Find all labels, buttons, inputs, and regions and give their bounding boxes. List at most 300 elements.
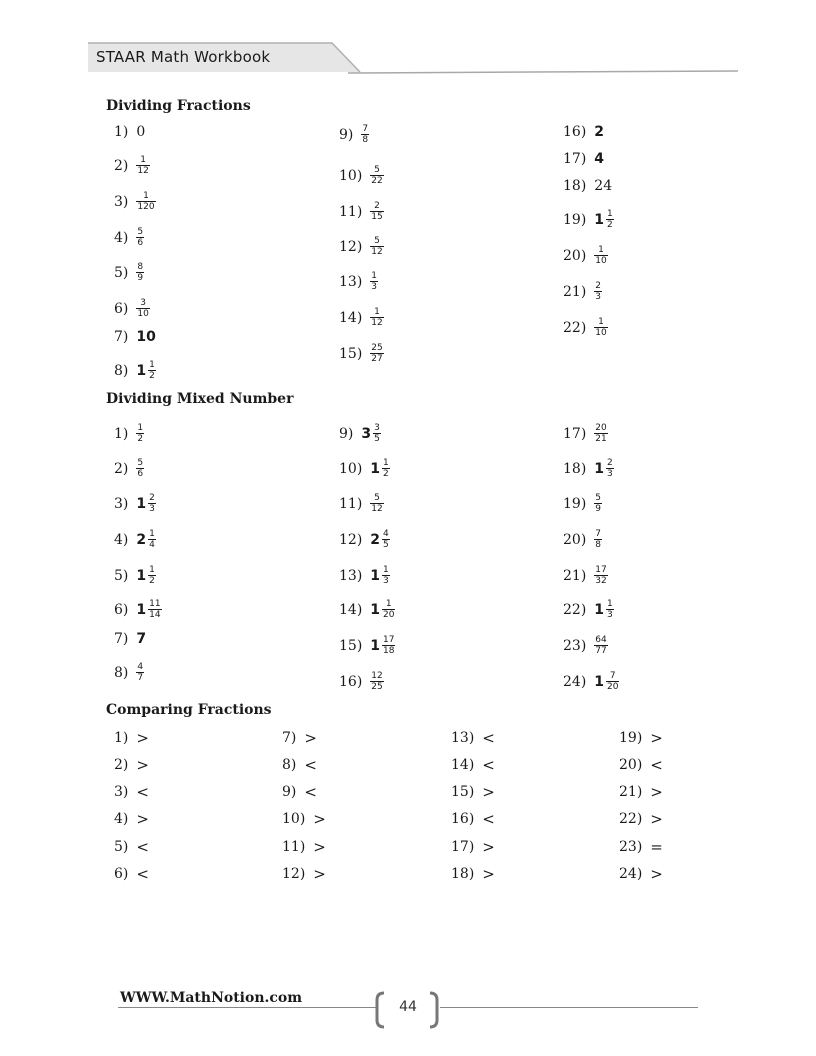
answer-item (114, 124, 145, 140)
whole-number: 10 (136, 329, 156, 345)
whole-number: 1 (136, 567, 147, 584)
answer-item (339, 423, 381, 444)
fraction (606, 599, 614, 620)
item-number: 5) (114, 567, 129, 584)
item-number: 1) (114, 425, 129, 442)
item-number: 19) (563, 211, 587, 228)
numerator: 64 (595, 635, 607, 645)
fraction (382, 529, 390, 550)
answer-item (114, 729, 149, 747)
comparison-symbol: < (482, 729, 495, 747)
numerator: 3 (374, 423, 380, 433)
answer-item (563, 178, 612, 194)
item-number: 6) (114, 866, 129, 882)
answer-item (451, 810, 495, 828)
item-number: 7) (282, 730, 297, 746)
item-number: 19) (619, 730, 643, 746)
denominator: 2 (149, 371, 155, 381)
comparison-symbol: > (136, 729, 149, 747)
denominator: 12 (371, 247, 383, 257)
comparison-symbol: > (482, 838, 495, 856)
answer-item (563, 529, 602, 550)
answer-item (451, 756, 495, 774)
denominator: 3 (371, 282, 378, 292)
answer-item (563, 565, 608, 586)
item-number: 17) (451, 839, 475, 855)
answer-item (619, 865, 663, 883)
numerator: 17 (383, 635, 395, 645)
item-number: 2) (114, 460, 129, 477)
item-number: 11) (282, 839, 306, 855)
item-number: 4) (114, 811, 129, 827)
fraction (370, 307, 383, 328)
fraction (361, 124, 369, 145)
fraction (136, 423, 144, 444)
fraction (606, 671, 619, 692)
comparison-symbol: > (482, 783, 495, 801)
footer-rule-left (118, 1007, 376, 1008)
comparison-symbol: > (650, 783, 663, 801)
item-number: 24) (563, 673, 587, 690)
section-title-dividing-mixed-number: Dividing Mixed Number (106, 391, 294, 407)
numerator: 2 (374, 201, 380, 211)
denominator: 14 (149, 610, 161, 620)
item-number: 18) (563, 178, 587, 194)
whole-number: 1 (370, 567, 381, 584)
numerator: 3 (140, 298, 146, 308)
denominator: 9 (137, 273, 144, 283)
answer-item (563, 423, 608, 444)
denominator: 9 (595, 504, 602, 514)
denominator: 10 (595, 328, 607, 338)
numerator: 7 (595, 529, 602, 539)
footer-rule-right (440, 1007, 698, 1008)
numerator: 1 (598, 317, 604, 327)
numerator: 2 (607, 458, 613, 468)
fraction (594, 565, 607, 586)
fraction (370, 271, 378, 292)
item-number: 10) (339, 167, 363, 184)
numerator: 17 (595, 565, 607, 575)
whole-number: 1 (594, 601, 605, 618)
item-number: 19) (563, 495, 587, 512)
item-number: 22) (619, 811, 643, 827)
comparison-symbol: < (136, 838, 149, 856)
item-number: 17) (563, 425, 587, 442)
numerator: 1 (385, 599, 392, 609)
answer-value: 0 (136, 124, 146, 140)
denominator: 2 (383, 469, 389, 479)
item-number: 9) (339, 126, 354, 143)
item-number: 24) (619, 866, 643, 882)
fraction (148, 493, 156, 514)
fraction (594, 317, 607, 338)
denominator: 3 (383, 576, 389, 586)
denominator: 3 (149, 504, 155, 514)
answer-item (451, 729, 495, 747)
denominator: 3 (607, 610, 613, 620)
answer-item (563, 317, 608, 338)
comparison-symbol: < (136, 865, 149, 883)
denominator: 12 (371, 504, 383, 514)
whole-number: 1 (136, 601, 147, 618)
item-number: 4) (114, 229, 129, 246)
numerator: 1 (607, 599, 613, 609)
answer-item (114, 756, 149, 774)
item-number: 12) (282, 866, 306, 882)
answer-item (563, 151, 606, 167)
fraction (136, 458, 144, 479)
denominator: 10 (137, 309, 149, 319)
whole-number: 2 (136, 531, 147, 548)
item-number: 3) (114, 495, 129, 512)
comparison-symbol: > (313, 810, 326, 828)
numerator: 5 (595, 493, 602, 503)
answer-value: 24 (594, 178, 613, 194)
numerator: 1 (140, 155, 146, 165)
answer-item (114, 458, 144, 479)
comparison-symbol: > (304, 729, 317, 747)
denominator: 18 (383, 646, 395, 656)
answer-item (563, 599, 614, 620)
fraction (370, 201, 383, 222)
denominator: 10 (595, 256, 607, 266)
item-number: 21) (563, 567, 587, 584)
item-number: 11) (339, 495, 363, 512)
item-number: 15) (339, 345, 363, 362)
whole-number: 1 (594, 673, 605, 690)
item-number: 18) (563, 460, 587, 477)
answer-item (282, 756, 317, 774)
numerator: 1 (374, 307, 380, 317)
denominator: 8 (595, 540, 602, 550)
answer-item (339, 236, 384, 257)
whole-number: 4 (594, 151, 605, 167)
fraction (148, 529, 156, 550)
footer-url: WWW.MathNotion.com (120, 990, 303, 1006)
item-number: 22) (563, 319, 587, 336)
answer-item (114, 662, 144, 683)
answer-item (619, 810, 663, 828)
comparison-symbol: < (304, 783, 317, 801)
answer-item (339, 458, 390, 479)
item-number: 9) (339, 425, 354, 442)
fraction (136, 298, 149, 319)
answer-item (339, 165, 384, 186)
answer-item (114, 423, 144, 444)
whole-number: 1 (136, 495, 147, 512)
item-number: 1) (114, 730, 129, 746)
whole-number: 1 (136, 362, 147, 379)
answer-item (339, 529, 390, 550)
answer-item (563, 671, 619, 692)
numerator: 2 (149, 493, 155, 503)
fraction (594, 423, 607, 444)
numerator: 1 (137, 423, 144, 433)
answer-item (339, 565, 390, 586)
denominator: 2 (607, 220, 613, 230)
fraction (148, 360, 156, 381)
fraction (148, 565, 156, 586)
answer-item (114, 599, 162, 620)
denominator: 3 (595, 292, 602, 302)
numerator: 5 (137, 458, 144, 468)
item-number: 7) (114, 631, 129, 647)
item-number: 8) (114, 664, 129, 681)
whole-number: 1 (370, 637, 381, 654)
item-number: 21) (563, 283, 587, 300)
answer-item (619, 783, 663, 801)
comparison-symbol: < (304, 756, 317, 774)
item-number: 6) (114, 601, 129, 618)
answer-item (339, 599, 395, 620)
item-number: 14) (339, 309, 363, 326)
item-number: 10) (282, 811, 306, 827)
fraction (606, 209, 614, 230)
comparison-symbol: > (482, 865, 495, 883)
item-number: 11) (339, 203, 363, 220)
whole-number: 2 (594, 124, 605, 140)
item-number: 6) (114, 300, 129, 317)
item-number: 21) (619, 784, 643, 800)
fraction (382, 599, 395, 620)
answer-item (563, 493, 602, 514)
denominator: 6 (137, 469, 144, 479)
denominator: 8 (362, 135, 369, 145)
item-number: 13) (339, 273, 363, 290)
item-number: 22) (563, 601, 587, 618)
item-number: 14) (451, 757, 475, 773)
whole-number: 1 (594, 211, 605, 228)
section-title-dividing-fractions: Dividing Fractions (106, 98, 251, 114)
numerator: 1 (149, 565, 155, 575)
comparison-symbol: > (650, 865, 663, 883)
comparison-symbol: < (136, 783, 149, 801)
numerator: 7 (609, 671, 616, 681)
fraction (382, 565, 390, 586)
answer-item (339, 343, 384, 364)
page-number: 44 (399, 999, 417, 1015)
comparison-symbol: > (650, 810, 663, 828)
answer-item (451, 783, 495, 801)
numerator: 1 (371, 271, 378, 281)
fraction (136, 662, 144, 683)
item-number: 1) (114, 124, 129, 140)
numerator: 1 (149, 360, 155, 370)
fraction (382, 635, 395, 656)
answer-item (114, 191, 156, 212)
fraction (148, 599, 161, 620)
answer-item (619, 756, 663, 774)
denominator: 20 (383, 610, 395, 620)
answer-item (619, 838, 663, 856)
item-number: 16) (451, 811, 475, 827)
numerator: 7 (362, 124, 369, 134)
fraction (136, 155, 149, 176)
numerator: 5 (374, 165, 380, 175)
whole-number: 3 (361, 425, 372, 442)
answer-item (339, 307, 384, 328)
fraction (136, 262, 144, 283)
denominator: 77 (595, 646, 607, 656)
denominator: 12 (371, 318, 383, 328)
item-number: 10) (339, 460, 363, 477)
fraction (370, 493, 383, 514)
answer-item (619, 729, 663, 747)
item-number: 14) (339, 601, 363, 618)
answer-item (114, 329, 158, 345)
numerator: 4 (137, 662, 144, 672)
denominator: 20 (607, 682, 619, 692)
answer-item (282, 865, 326, 883)
denominator: 5 (374, 434, 380, 444)
numerator: 1 (149, 529, 155, 539)
numerator: 1 (598, 245, 604, 255)
fraction (594, 493, 602, 514)
answer-item (114, 493, 156, 514)
answer-item (114, 810, 149, 828)
answer-item (114, 298, 150, 319)
comparison-symbol: > (650, 729, 663, 747)
item-number: 12) (339, 531, 363, 548)
comparison-symbol: < (482, 756, 495, 774)
numerator: 1 (143, 191, 149, 201)
fraction (594, 281, 602, 302)
answer-item (563, 124, 606, 140)
fraction (594, 635, 607, 656)
numerator: 1 (383, 565, 389, 575)
numerator: 1 (383, 458, 389, 468)
denominator: 2 (149, 576, 155, 586)
denominator: 15 (371, 212, 383, 222)
item-number: 20) (563, 531, 587, 548)
item-number: 5) (114, 839, 129, 855)
answer-item (114, 631, 148, 647)
whole-number: 1 (594, 460, 605, 477)
answer-item (114, 360, 156, 381)
answer-item (114, 262, 144, 283)
answer-item (114, 227, 144, 248)
item-number: 4) (114, 531, 129, 548)
fraction (370, 165, 383, 186)
comparison-symbol: > (313, 838, 326, 856)
numerator: 8 (137, 262, 144, 272)
whole-number: 7 (136, 631, 147, 647)
denominator: 27 (371, 354, 383, 364)
answer-item (114, 565, 156, 586)
item-number: 9) (282, 784, 297, 800)
answer-item (339, 124, 369, 145)
denominator: 21 (595, 434, 607, 444)
item-number: 2) (114, 757, 129, 773)
item-number: 13) (339, 567, 363, 584)
denominator: 7 (137, 673, 144, 683)
numerator: 20 (595, 423, 607, 433)
item-number: 15) (451, 784, 475, 800)
comparison-symbol: < (482, 810, 495, 828)
answer-item (282, 783, 317, 801)
fraction (370, 236, 383, 257)
section-title-comparing-fractions: Comparing Fractions (106, 702, 272, 718)
item-number: 2) (114, 157, 129, 174)
item-number: 20) (619, 757, 643, 773)
item-number: 17) (563, 151, 587, 167)
item-number: 23) (563, 637, 587, 654)
numerator: 1 (607, 209, 613, 219)
fraction (370, 343, 383, 364)
answer-item (563, 245, 608, 266)
item-number: 7) (114, 329, 129, 345)
item-number: 5) (114, 264, 129, 281)
fraction (370, 671, 383, 692)
item-number: 23) (619, 839, 643, 855)
whole-number: 2 (370, 531, 381, 548)
item-number: 18) (451, 866, 475, 882)
item-number: 3) (114, 784, 129, 800)
fraction (136, 227, 144, 248)
answer-item (563, 209, 614, 230)
fraction (136, 191, 155, 212)
comparison-symbol: > (136, 810, 149, 828)
answer-item (114, 865, 149, 883)
answer-item (339, 271, 378, 292)
denominator: 2 (137, 434, 144, 444)
denominator: 6 (137, 238, 144, 248)
item-number: 16) (563, 124, 587, 140)
whole-number: 1 (370, 460, 381, 477)
numerator: 2 (595, 281, 602, 291)
numerator: 4 (383, 529, 389, 539)
numerator: 25 (371, 343, 383, 353)
answer-item (563, 635, 608, 656)
comparison-symbol: = (650, 838, 663, 856)
denominator: 5 (383, 540, 389, 550)
item-number: 8) (114, 362, 129, 379)
numerator: 5 (374, 493, 380, 503)
item-number: 13) (451, 730, 475, 746)
fraction (606, 458, 614, 479)
answer-item (282, 810, 326, 828)
item-number: 12) (339, 238, 363, 255)
answer-item (563, 281, 602, 302)
numerator: 12 (371, 671, 383, 681)
answer-item (339, 635, 395, 656)
comparison-symbol: > (136, 756, 149, 774)
answer-item (451, 838, 495, 856)
fraction (373, 423, 381, 444)
answer-item (282, 838, 326, 856)
denominator: 32 (595, 576, 607, 586)
denominator: 25 (371, 682, 383, 692)
numerator: 11 (149, 599, 161, 609)
item-number: 16) (339, 673, 363, 690)
answer-item (563, 458, 614, 479)
fraction (382, 458, 390, 479)
item-number: 8) (282, 757, 297, 773)
comparison-symbol: < (650, 756, 663, 774)
denominator: 3 (607, 469, 613, 479)
fraction (594, 245, 607, 266)
answer-item (114, 529, 156, 550)
header-title: STAAR Math Workbook (96, 48, 271, 66)
denominator: 22 (371, 176, 383, 186)
item-number: 15) (339, 637, 363, 654)
numerator: 5 (137, 227, 144, 237)
comparison-symbol: > (313, 865, 326, 883)
whole-number: 1 (370, 601, 381, 618)
answer-item (339, 201, 384, 222)
answer-item (282, 729, 317, 747)
